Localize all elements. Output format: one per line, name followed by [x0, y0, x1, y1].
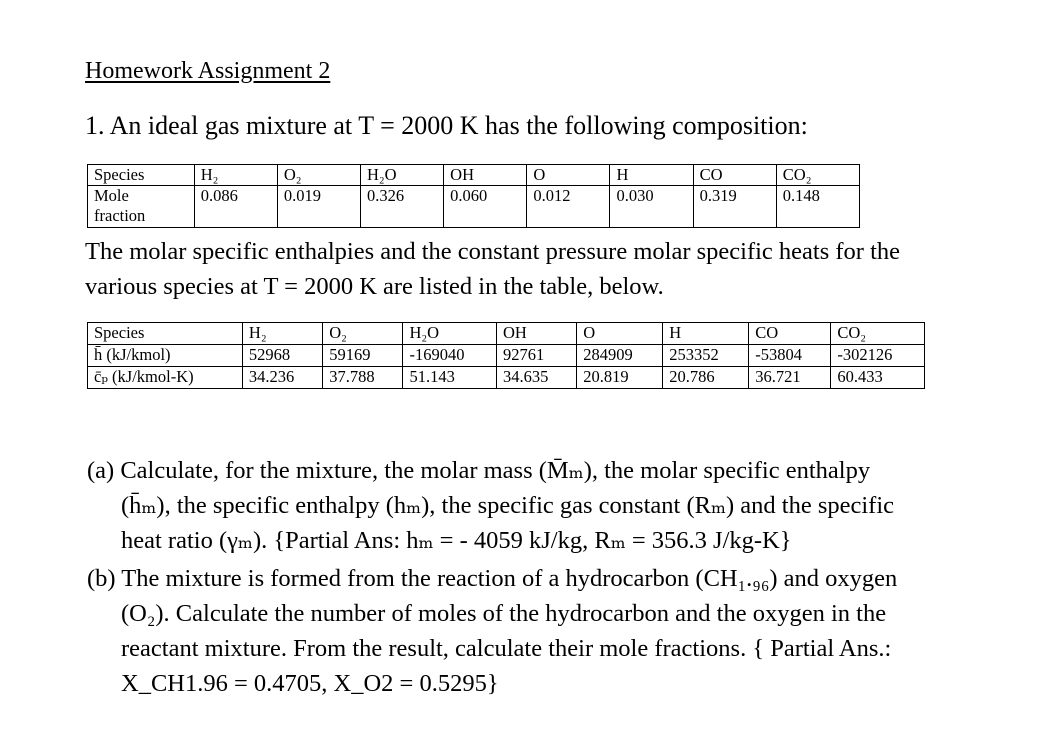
cp-label: c̄ₚ (kJ/kmol-K) — [88, 367, 243, 389]
description-line: The molar specific enthalpies and the constant pressure molar specific heats for the — [85, 238, 900, 265]
cp-cell: 37.788 — [323, 367, 403, 389]
enthalpy-cell: 253352 — [663, 345, 749, 367]
mole-fraction-cell: 0.012 — [527, 186, 610, 228]
enthalpy-cell: 59169 — [323, 345, 403, 367]
cp-cell: 36.721 — [749, 367, 831, 389]
question-1-text: 1. An ideal gas mixture at T = 2000 K has the following composition: — [85, 111, 808, 140]
cp-cell: 20.819 — [577, 367, 663, 389]
part-b-line: X_CH1.96 = 0.4705, X_O2 = 0.5295} — [121, 670, 499, 697]
property-header-row — [88, 323, 925, 345]
description-line: various species at T = 2000 K are listed in the table, below. — [85, 273, 664, 300]
mole-fraction-cell: 0.086 — [194, 186, 277, 228]
species-cell: H₂O — [403, 323, 497, 345]
composition-header-label: Species — [88, 165, 195, 186]
species-cell: H₂ — [242, 323, 322, 345]
mole-fraction-cell: 0.030 — [610, 186, 693, 228]
mole-fraction-label — [88, 186, 195, 228]
part-b-line: reactant mixture. From the result, calculate their mole fractions. { Partial Ans.: — [121, 635, 892, 662]
part-a-line: (a) Calculate, for the mixture, the molar mass (M̄ₘ), the molar specific enthalpy — [87, 457, 871, 484]
cp-cell: 60.433 — [831, 367, 925, 389]
enthalpy-cell: 52968 — [242, 345, 322, 367]
species-cell: H — [663, 323, 749, 345]
part-a-line: (h̄ₘ), the specific enthalpy (hₘ), the specific gas constant (Rₘ) and the specific — [121, 492, 894, 519]
species-cell: O₂ — [277, 165, 360, 186]
enthalpy-row — [88, 345, 925, 367]
part-b-line: (O₂). Calculate the number of moles of the hydrocarbon and the oxygen in the — [121, 600, 887, 627]
mole-fraction-row — [88, 186, 860, 228]
part-a-line: heat ratio (γₘ). {Partial Ans: hₘ = - 4059 kJ/kg, Rₘ = 356.3 J/kg-K} — [121, 527, 792, 554]
mole-fraction-cell: 0.326 — [361, 186, 444, 228]
species-cell: O₂ — [323, 323, 403, 345]
enthalpy-cell: -169040 — [403, 345, 497, 367]
species-cell: H₂ — [194, 165, 277, 186]
species-cell: H₂O — [361, 165, 444, 186]
enthalpy-cell: -53804 — [749, 345, 831, 367]
mole-fraction-cell: 0.060 — [444, 186, 527, 228]
enthalpy-cell: 92761 — [497, 345, 577, 367]
composition-header-row — [88, 165, 860, 186]
cp-cell: 51.143 — [403, 367, 497, 389]
part-b-line: (b) The mixture is formed from the reaction of a hydrocarbon (CH₁.₉₆) and oxygen — [87, 565, 898, 592]
species-cell: CO — [749, 323, 831, 345]
species-cell: CO₂ — [776, 165, 859, 186]
species-cell: OH — [444, 165, 527, 186]
cp-cell: 34.635 — [497, 367, 577, 389]
composition-table — [87, 164, 860, 228]
mole-fraction-cell: 0.319 — [693, 186, 776, 228]
question-part-b — [87, 561, 897, 701]
cp-cell: 20.786 — [663, 367, 749, 389]
species-cell: OH — [497, 323, 577, 345]
enthalpy-cell: 284909 — [577, 345, 663, 367]
species-cell: CO — [693, 165, 776, 186]
species-cell: H — [610, 165, 693, 186]
cp-row — [88, 367, 925, 389]
mole-fraction-label-line2: fraction — [94, 206, 146, 225]
species-cell: O — [577, 323, 663, 345]
mole-fraction-cell: 0.148 — [776, 186, 859, 228]
species-cell: O — [527, 165, 610, 186]
enthalpy-cell: -302126 — [831, 345, 925, 367]
species-cell: CO₂ — [831, 323, 925, 345]
question-part-a — [87, 453, 894, 558]
enthalpy-description — [85, 234, 900, 304]
cp-cell: 34.236 — [242, 367, 322, 389]
mole-fraction-label-line1: Mole — [94, 186, 129, 205]
property-header-label: Species — [88, 323, 243, 345]
mole-fraction-cell: 0.019 — [277, 186, 360, 228]
property-table — [87, 322, 925, 389]
page-title: Homework Assignment 2 — [85, 58, 331, 84]
enthalpy-label: h̄ (kJ/kmol) — [88, 345, 243, 367]
